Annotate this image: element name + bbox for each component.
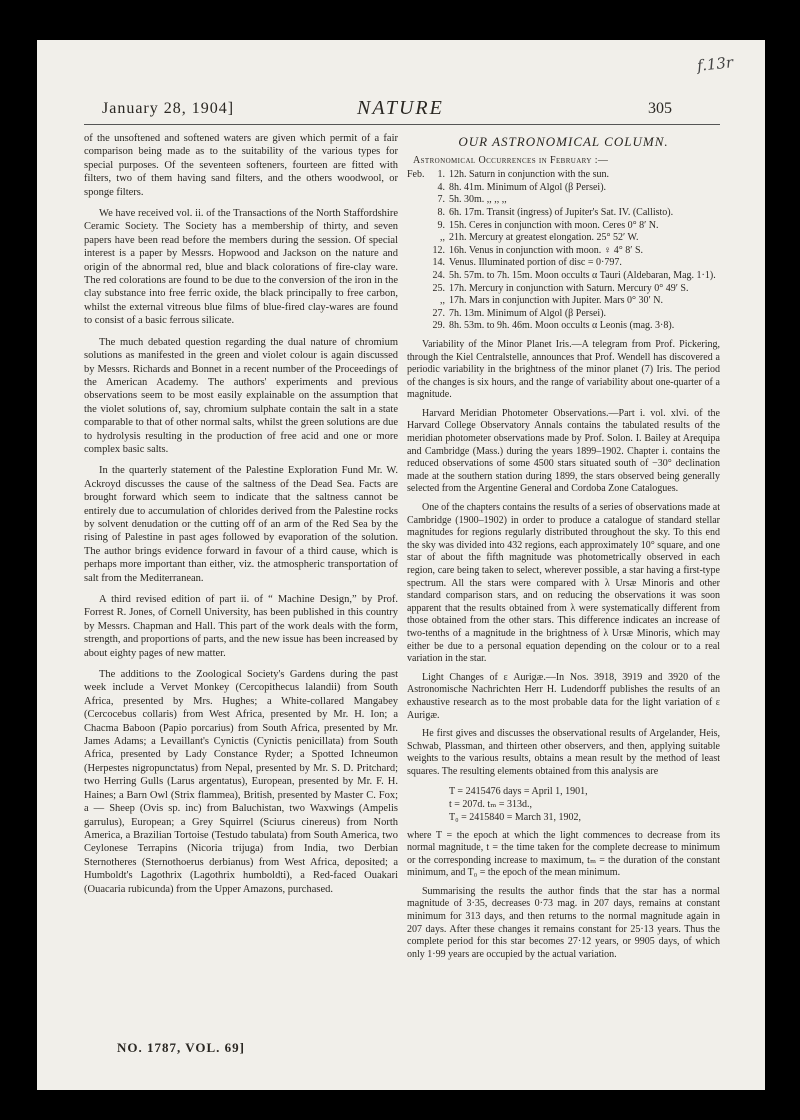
occurrence-text: 8h. 41m. Minimum of Algol (β Persei). [449,181,607,193]
occurrence-row [407,207,720,220]
header-title: NATURE [357,97,444,119]
occurrence-day: 9. [437,219,445,231]
occurrence-row [407,320,720,333]
paragraph: He first gives and discusses the observational results of Argelander, Heis, Schwab, Plassman, and thirteen other observers, and then, applying suitable weights to the various results, obtains a mean result by the method of least squares. The resulting elements obtained from this analysis are [407,728,720,777]
paragraph: Harvard Meridian Photometer Observations.—Part i. vol. xlvi. of the Harvard College Observatory Annals contains the tabulated results of the meridian photometer observations made by Prof. Solon. I. Bailey at Arequipa and Cambridge (Mass.) during the years 1899–1902. Chapter i. contains the reduced observations of some 4500 stars situated south of −30° declination made at the southern station during 1899, the stars observed being generally selected from the Argentine General and Cordoba Zone Catalogues. [407,407,720,495]
right-column [407,132,720,967]
occurrence-text: 15h. Ceres in conjunction with moon. Ceres 0° 8′ N. [449,219,659,231]
occurrences-title: Astronomical Occurrences in February :— [413,154,609,166]
occurrence-month [407,308,423,321]
page-header [37,98,765,126]
occurrence-day: 25. [432,282,445,294]
occurrence-text: 5h. 57m. to 7h. 15m. Moon occults α Tauri (Aldebaran, Mag. 1·1). [449,269,716,281]
paragraph: We have received vol. ii. of the Transactions of the North Staffordshire Ceramic Society. The Society has a membership of thirty, and seven papers have been read before the members during the session. Of special interest is a paper by Messrs. Hopwood and Jackson on the nature and origin of the abnormal red, blue and black colorations of fire-clay ware. The red colorations are found to be due to the conversion of the iron in the clay substance into free ferric oxide, the black principally to free carbon, whilst the external vitreous blue films of blue-fired clay-wares are found to consist of a basic ferrous silicate. [84,208,398,327]
paragraph: The additions to the Zoological Society's Gardens during the past week include a Vervet Monkey (Cercopithecus lalandii) from South Africa, presented by Mrs. Hughes; a White-collared Mangabey (Cercocebus collaris) from West Africa, presented by Mr. H. Ion; a Chacma Baboon (Papio porcarius) from South Africa, presented by Mr. James Adams; a Levaillant's Cynictis (Cynictis penicillata) from South Africa, presented by Lady Constance Ryder; a Spotted Ichneumon (Herpestes nigropunctatus) from Nepal, presented by Mr. S. D. Pritchard; two Herring Gulls (Larus argentatus), European, presented by Mr. F. H. Haines; a Barn Owl (Strix flammea), British, presented by Master C. Fox; a — Sheep (Ovis sp. inc) from Baluchistan, two Waxwings (Ampelis garrulus), European; a Grey Squirrel (Sciurus cinereus) from North America, a Brazilian Tortoise (Testudo tabulata) from South America, two Ceylonese Terrapins (Nicoria trijuga) from India, two Derbian Sternotheres (Sternothoerus derbianus) from West Africa, deposited; a Humboldt's Lagothrix (Lagothrix humboldti), a Red-faced Ouakari (Ouacaria rubicunda) from the Upper Amazons, purchased. [84,669,398,895]
occurrence-day: 1. [437,169,445,181]
occurrence-text: 6h. 17m. Transit (ingress) of Jupiter's Sat. IV. (Callisto). [449,206,674,218]
occurrence-row [407,182,720,195]
header-rule [84,124,720,125]
occurrence-month [407,220,423,233]
paragraph: Summarising the results the author finds that the star has a normal magnitude of 3·35, decreases 0·73 mag. in 207 days, remains at constant minimum for 313 days, and then returns to the normal magnitude again in 207 days. After these changes it remains constant for 25·13 years. Thus the complete period for this star becomes 27·12 years, or 9905 days, of which only 1·99 years are occupied by the actual variation. [407,885,720,960]
occurrence-row [407,283,720,296]
occurrence-day: 8. [437,206,445,218]
occurrence-row [407,169,720,182]
paragraph: where T = the epoch at which the light commences to decrease from its normal magnitude, t = the time taken for the complete decrease to minimum or the corresponding increase to maximum, tₘ = the duration of the constant minimum, and T₀ = the epoch of the mean minimum. [407,829,720,879]
occurrence-row [407,257,720,270]
header-date: January 28, 1904] [102,100,235,117]
occurrence-row [407,308,720,321]
occurrence-text: 12h. Saturn in conjunction with the sun. [449,169,609,181]
occurrence-month [407,320,423,333]
occurrences-list [407,169,720,333]
occurrence-month [407,207,423,220]
formula-line: T₀ = 2415840 = March 31, 1902, [449,811,581,823]
occurrence-day: ,, [440,232,445,244]
occurrence-row [407,295,720,308]
paragraph: Variability of the Minor Planet Iris.—A telegram from Prof. Pickering, through the Kiel Centralstelle, announces that Prof. Wendell has discovered a periodic variability in the brightness of the minor planet (7) Iris. The period of the changes is six hours, and the range of variability about one-quarter of a magnitude. [407,338,720,401]
occurrence-month [407,245,423,258]
occurrence-text: 16h. Venus in conjunction with moon. ♀ 4° 8′ S. [449,244,644,256]
occurrence-month [407,194,423,207]
occurrence-day: 14. [432,257,445,269]
occurrence-row [407,245,720,258]
occurrence-row [407,270,720,283]
occurrence-month [407,232,423,245]
newspaper-page [37,40,765,1090]
paragraph: One of the chapters contains the results of a series of observations made at Cambridge (1900–1902) in order to produce a catalogue of standard stellar magnitudes for regions regularly distributed throughout the sky. To this end the sky was divided into 432 regions, each approximately 10° square, and one star of about the fifth magnitude was photometrically observed in each region, care being taken to select, wherever possible, a star having a first-type spectrum. All the stars were compared with λ Ursæ Minoris and other standard comparison stars, and on reducing the observations it was soon apparent that the results obtained from λ were systematically different from those obtained from the other stars. This difference indicates an increase of two-tenths of a magnitude in the brightness of λ Ursæ Minoris, which may either be due to a personal equation depending on the colour or to a real variation in the star. [407,502,720,665]
occurrence-day: 29. [432,320,445,332]
elements-formula [449,785,720,824]
occurrence-month [407,283,423,296]
occurrence-day: 7. [437,194,445,206]
occurrence-day: ,, [440,295,445,307]
occurrence-day: 4. [437,181,445,193]
issue-footer: NO. 1787, VOL. 69] [117,1040,246,1055]
occurrence-month [407,182,423,195]
occurrence-text: Venus. Illuminated portion of disc = 0·797. [449,257,622,269]
header-page-number: 305 [648,100,672,117]
occurrence-day: 24. [432,269,445,281]
occurrence-month [407,257,423,270]
occurrence-month: Feb. [407,169,425,181]
occurrence-text: 7h. 13m. Minimum of Algol (β Persei). [449,307,607,319]
left-column [84,132,398,904]
occurrence-day: 12. [432,244,445,256]
handwritten-folio-note: f.13r [696,53,734,75]
formula-line: t = 207d. tₘ = 313d., [449,798,532,810]
paragraph: A third revised edition of part ii. of “ Machine Design,” by Prof. Forrest R. Jones, of Cornell University, has been published in this country by Messrs. Chapman and Hall. This part of the work deals with the form, strength, and proportions of parts, and the new issue has been increased by about eighty pages of new matter. [84,594,398,659]
paragraph: of the unsoftened and softened waters are given which permit of a fair comparison being made as to the suitability of the various types for special purposes. Of the seventeen softeners, fourteen are fitted with filters, two of them having sand filters, and the others woodwool, or sponge filters. [84,133,398,198]
occurrence-text: 5h. 30m. ,, ,, ,, [449,194,507,206]
occurrence-row [407,220,720,233]
occurrence-text: 8h. 53m. to 9h. 46m. Moon occults α Leonis (mag. 3·8). [449,320,675,332]
paragraph: Light Changes of ε Aurigæ.—In Nos. 3918, 3919 and 3920 of the Astronomische Nachrichten Herr H. Ludendorff publishes the results of an exhaustive research as to the most probable data for the light variation of ε Aurigæ. [407,671,720,721]
occurrence-row [407,194,720,207]
occurrence-text: 21h. Mercury at greatest elongation. 25° 52′ W. [449,232,639,244]
occurrence-text: 17h. Mars in conjunction with Jupiter. Mars 0° 30′ N. [449,295,663,307]
occurrence-row [407,232,720,245]
paragraph: The much debated question regarding the dual nature of chromium solutions as manifested in the green and violet colour is again discussed by Messrs. Richards and Bonnet in a recent number of the Proceedings of the American Academy. The authors' experiments and previous observations seem to be most easily explainable on the assumption that the violet solutions of, say, chromium sulphate contain the salt in a state comparable to that of other normal salts, whilst the green solutions are due to hydrolysis resulting in the production of free acid and one or more complex basic salts. [84,336,398,455]
formula-line: T = 2415476 days = April 1, 1901, [449,785,588,797]
occurrence-month [407,295,423,308]
occurrence-month [407,270,423,283]
occurrence-text: 17h. Mercury in conjunction with Saturn. Mercury 0° 49′ S. [449,282,689,294]
column-title: OUR ASTRONOMICAL COLUMN. [458,134,669,149]
occurrence-day: 27. [432,307,445,319]
paragraph: In the quarterly statement of the Palestine Exploration Fund Mr. W. Ackroyd discusses the cause of the saltness of the Dead Sea. Facts are brought forward which seem to indicate that the saltness cannot be entirely due to accumulation of chlorides derived from the Palestine rocks by solvent denudation or the cutting off of an arm of the Red Sea by the rising of Palestine in past ages followed by evaporation of the solution. The author brings evidence forward in favour of a third cause, which is perhaps more important than either, viz. the atmospheric transportation of salt from the Mediterranean. [84,465,398,584]
